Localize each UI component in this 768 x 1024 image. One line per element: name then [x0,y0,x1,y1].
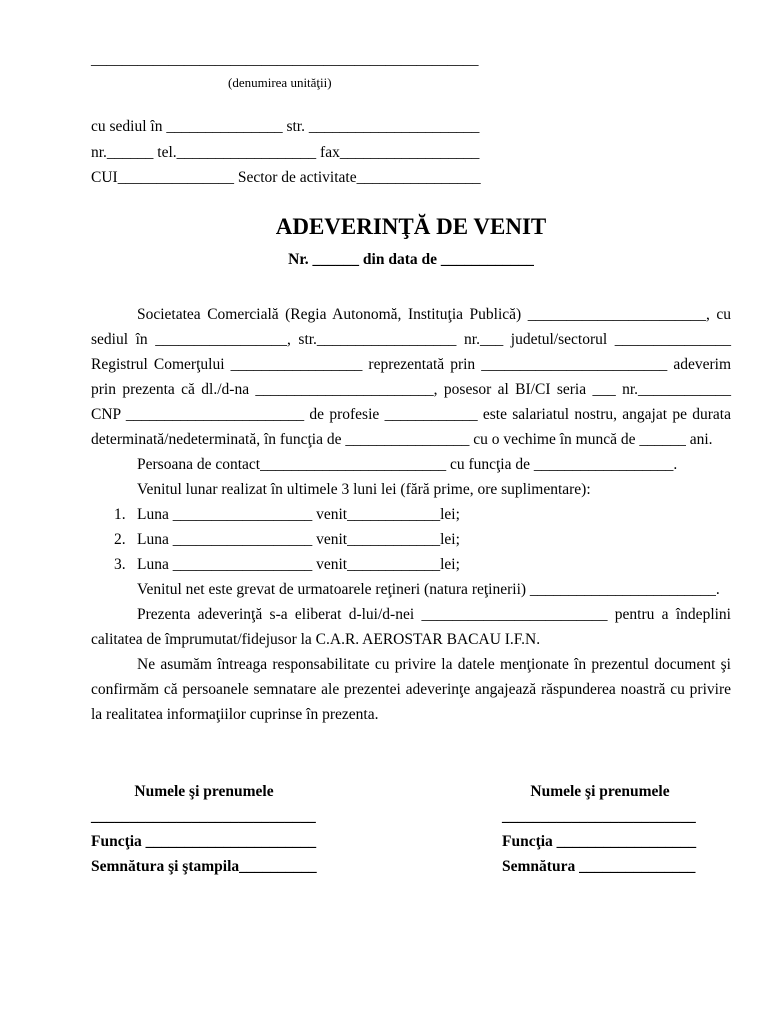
income-month-row [91,527,731,552]
signature-line: Semnătura _______________ [502,858,696,875]
income-month-row [91,552,731,577]
contact-person-line: Persoana de contact________________________ cu funcţia de __________________. [137,456,678,473]
signatory-left [91,779,317,879]
employer-paragraph-line: Societatea Comercială (Regia Autonomă, Instituţia Publică) _______________________, cu [137,306,731,323]
unit-fiscal-line: CUI_______________ Sector de activitate________________ [91,169,481,186]
employer-paragraph-line: prin prezenta că dl./d-na _______________________, posesor al BI/CI seria ___ nr.____________ [91,381,731,398]
month-number: 3. [114,556,126,573]
month-income-text: Luna __________________ venit____________lei; [137,506,460,523]
unit-contact-line: nr.______ tel.__________________ fax__________________ [91,143,480,161]
month-number: 1. [114,506,126,523]
month-number: 2. [114,531,126,548]
employer-paragraph-line: sediul în _________________, str.__________________ nr.___ judetul/sectorul _______________ [91,331,731,348]
month-income-text: Luna __________________ venit____________lei; [137,531,460,548]
unit-details-block [91,114,511,191]
income-month-row [91,502,731,527]
signatory-name-blank: _____________________________ [91,808,316,825]
document-number-line: Nr. ______ din data de ____________ [288,251,534,268]
signatory-right [502,779,698,879]
deductions-line: Venitul net este grevat de urmatoarele reţineri (natura reţinerii) ________________________. [137,581,720,598]
responsibility-line: confirmăm că persoanele semnatare ale prezentei adeverinţe angajează răspunderea noastră cu privire [91,681,731,698]
issued-for-line: calitatea de împrumutat/fidejusor la C.A.R. AEROSTAR BACAU I.F.N. [91,631,541,648]
responsibility-line: Ne asumăm întreaga responsabilitate cu privire la datele menţionate în prezentul document şi [137,656,731,673]
issued-for-line: Prezenta adeverinţă s-a eliberat d-lui/d-nei ________________________ pentru a îndeplini [137,606,731,623]
document-title: ADEVERINŢĂ DE VENIT [275,214,547,239]
month-income-text: Luna __________________ venit____________lei; [137,556,460,573]
responsibility-line: la realitatea informaţiilor cuprinse în prezenta. [91,706,379,723]
unit-headquarters-line: cu sediul în _______________ str. ______________________ [91,118,480,135]
employer-paragraph-line: CNP _______________________ de profesie ____________ este salariatul nostru, angajat pe durata [91,406,731,423]
signatory-name-label: Numele şi prenumele [530,783,670,800]
income-intro: Venitul lunar realizat în ultimele 3 luni lei (fără prime, ore suplimentare): [137,481,591,498]
certificate-body [91,302,731,727]
signatory-function-line: Funcţia ______________________ [91,833,317,850]
signature-and-stamp-line: Semnătura şi ştampila__________ [91,858,317,875]
unit-name-caption: (denumirea unităţii) [228,75,332,90]
signatory-name-blank: _________________________ [502,808,696,825]
employer-paragraph-line: determinată/nedeterminată, în funcţia de ________________ cu o vechime în muncă de ______ ani. [91,431,713,448]
signatory-name-label: Numele şi prenumele [134,783,274,800]
unit-name-blank: __________________________________________________ [91,51,479,68]
signatory-function-line: Funcţia __________________ [502,833,697,850]
employer-paragraph-line: Registrul Comerţului _________________ reprezentată prin ________________________ adeverim [91,356,731,373]
